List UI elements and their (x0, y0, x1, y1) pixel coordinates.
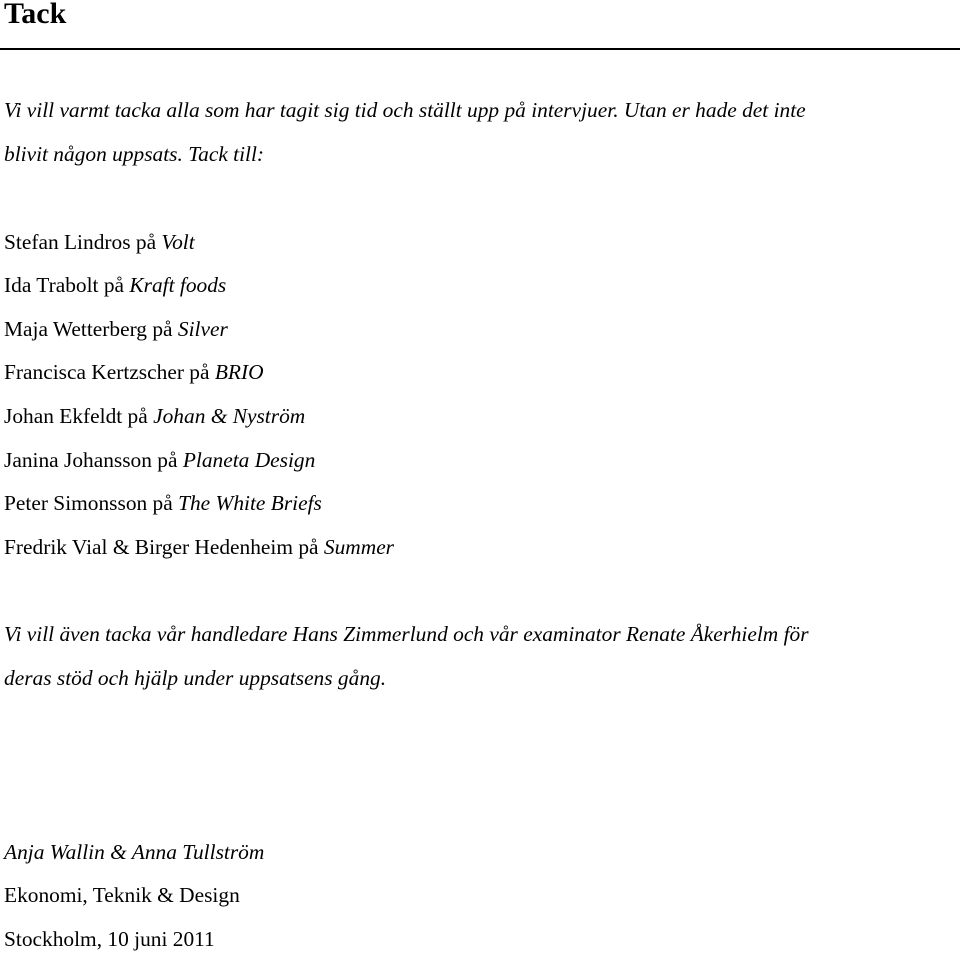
thanks-company: Summer (323, 535, 395, 559)
thanks-item (4, 358, 264, 386)
thanks-item (4, 315, 228, 343)
page-heading: Tack (4, 0, 67, 30)
heading-rule (0, 48, 960, 50)
thanks-person: Ida Trabolt på (4, 273, 130, 297)
thanks-item (4, 446, 315, 474)
thanks-company: Kraft foods (129, 273, 227, 297)
thanks-person: Janina Johansson på (4, 448, 183, 472)
thanks-person: Maja Wetterberg på (4, 317, 178, 341)
thanks-item (4, 271, 226, 299)
thanks-company: Silver (177, 317, 228, 341)
thanks-person: Francisca Kertzscher på (4, 360, 215, 384)
thanks-person: Stefan Lindros på (4, 230, 162, 254)
thanks-person: Peter Simonsson på (4, 491, 179, 515)
thanks-item (4, 228, 195, 256)
signature-place-date: Stockholm, 10 juni 2011 (4, 927, 215, 951)
signature-authors: Anja Wallin & Anna Tullström (4, 840, 265, 864)
thanks-company: BRIO (214, 360, 264, 384)
thanks-company: The White Briefs (178, 491, 322, 515)
thanks-company: Volt (161, 230, 195, 254)
thanks-person: Johan Ekfeldt på (4, 404, 154, 428)
thanks-item (4, 489, 322, 517)
thanks-item (4, 402, 305, 430)
thanks-person: Fredrik Vial & Birger Hedenheim på (4, 535, 324, 559)
supervisors-line-1: Vi vill även tacka vår handledare Hans Zimmerlund och vår examinator Renate Åkerhielm för (4, 622, 809, 646)
thanks-company: Planeta Design (182, 448, 316, 472)
thanks-item (4, 533, 394, 561)
supervisors-line-2: deras stöd och hjälp under uppsatsens gång. (4, 666, 387, 690)
intro-line-1: Vi vill varmt tacka alla som har tagit sig tid och ställt upp på intervjuer. Utan er hade det inte (4, 98, 806, 122)
thanks-company: Johan & Nyström (153, 404, 306, 428)
signature-program: Ekonomi, Teknik & Design (4, 883, 240, 907)
intro-line-2: blivit någon uppsats. Tack till: (4, 142, 265, 166)
